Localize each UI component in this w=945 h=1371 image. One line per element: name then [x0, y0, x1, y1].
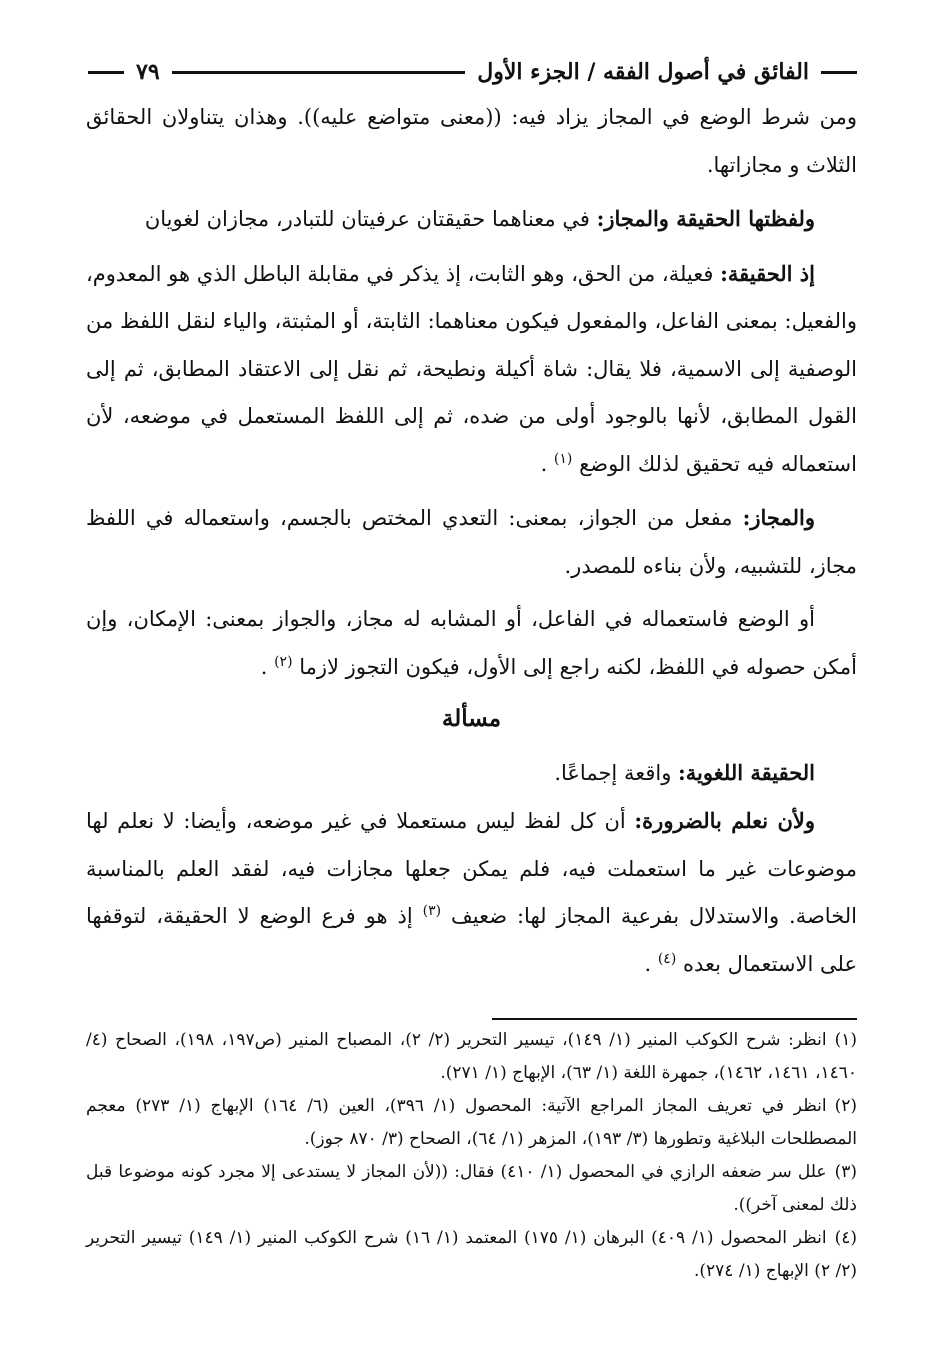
footnote-ref-2[interactable]: (٢) [274, 653, 293, 670]
paragraph-4-text: مفعل من الجواز، بمعنى: التعدي المختص بالجسم، واستعماله في اللفظ مجاز، للتشبيه، ولأن بناءه للمصدر. [86, 506, 857, 578]
footnote-1 [86, 1024, 857, 1090]
term-heading: ولأن نعلم بالضرورة: [634, 808, 815, 833]
footnote-number: (٣) [834, 1162, 857, 1182]
paragraph-7 [86, 797, 857, 988]
footnote-text: انظر: شرح الكوكب المنير (١/ ١٤٩)، تيسير التحرير (٢/ ٢)، المصباح المنير (ص١٩٧، ١٩٨)، الصحاح (٤/ ١٤٦٠، ١٤٦١، ١٤٦٢)، جمهرة اللغة (١/ ٦٣)، الإبهاج (١/ ٢٧١). [86, 1030, 857, 1083]
paragraph-7-text: أن كل لفظ ليس مستعملا في غير موضعه، وأيضا: لا نعلم لها موضوعات غير ما استعملت فيه، فلم يمكن جعلها مجازات فيه، لفقد العلم بالمناسبة الخاصة. والاستدلال بفرعية المجاز لها: ضعيف [86, 809, 857, 928]
paragraph-2-text: في معناهما حقيقتان عرفيتان للتبادر، مجازان لغويان [144, 207, 597, 231]
footnote-separator [492, 1018, 857, 1020]
term-heading: الحقيقة اللغوية: [678, 759, 815, 785]
paragraph-5 [86, 596, 857, 691]
footnote-number: (٤) [834, 1228, 857, 1248]
running-header [88, 52, 857, 92]
footnote-3 [86, 1156, 857, 1222]
footnote-text: انظر في تعريف المجاز المراجع الآتية: المحصول (١/ ٣٩٦)، العين (٦/ ١٦٤) الإبهاج (١/ ٢٧٣) معجم المصطلحات البلاغية وتطورها (٣/ ١٩٣)، المزهر (١/ ٦٤)، الصحاح (٣/ ٨٧٠ جوز). [86, 1096, 857, 1149]
section-title: مسألة [441, 705, 502, 732]
term-heading: ولفظتها الحقيقة والمجاز: [596, 206, 815, 231]
footnote-ref-3[interactable]: (٣) [422, 903, 442, 919]
paragraph-4 [86, 494, 857, 590]
paragraph-6 [86, 749, 857, 798]
paragraph-1-text: ومن شرط الوضع في المجاز يزاد فيه: ((معنى متواضع عليه)). وهذان يتناولان الحقائق الثلاث و مجازاتها. [86, 105, 857, 177]
footnote-text: انظر المحصول (١/ ٤٠٩) البرهان (١/ ١٧٥) المعتمد (١/ ١٦) شرح الكوكب المنير (١/ ١٤٩) تيسير التحرير (٢/ ٢) الإبهاج (١/ ٢٧٤). [86, 1228, 857, 1281]
header-rule [172, 71, 466, 74]
paragraph-3 [86, 250, 857, 489]
footnote-text: علل سر ضعفه الرازي في المحصول (١/ ٤١٠) فقال: ((لأن المجاز لا يستدعى إلا مجرد كونه موضوعا قبل ذلك لمعنى آخر)). [86, 1162, 857, 1215]
footnote-number: (١) [834, 1030, 858, 1050]
header-title: الفائق في أصول الفقه / الجزء الأول [477, 59, 809, 85]
footnotes [86, 1024, 857, 1288]
paragraph-6-text: واقعة إجماعًا. [554, 760, 679, 785]
paragraph-5-end: . [260, 654, 275, 679]
footnote-ref-1[interactable]: (١) [553, 450, 573, 467]
paragraph-3-end: . [540, 451, 554, 476]
paragraph-7-text-2: إذ هو فرع الوضع لا الحقيقة، لتوقفها على الاستعمال بعده [86, 904, 857, 976]
header-dash-right [821, 71, 857, 74]
footnote-ref-4[interactable]: (٤) [657, 950, 677, 967]
paragraph-3-text: فعيلة، من الحق، وهو الثابت، إذ يذكر في مقابلة الباطل الذي هو المعدوم، والفعيل: بمعنى الفاعل، والمفعول فيكون معناهما: الثابتة، أو المثبتة، والياء لنقل اللفظ من الوصفية إلى الاسمية، فلا يقال: شاة أكيلة ونطيحة، ثم نقل إلى الاعتقاد المطابق، ثم إلى القول المطابق، لأنها بالوجود أولى من ضده، ثم إلى اللفظ المستعمل في موضعه، لأن استعماله فيه تحقيق لذلك الوضع [86, 261, 857, 476]
paragraph-5-text: أو الوضع فاستعماله في الفاعل، أو المشابه له مجاز، والجواز بمعنى: الإمكان، وإن أمكن حصوله في اللفظ، لكنه راجع إلى الأول، فيكون التجوز لازما [86, 607, 857, 679]
paragraph-1 [86, 94, 857, 189]
footnote-2 [86, 1090, 857, 1156]
term-heading: والمجاز: [742, 505, 815, 530]
paragraph-2 [86, 195, 857, 244]
paragraph-7-end: . [644, 951, 658, 976]
term-heading: إذ الحقيقة: [720, 260, 815, 286]
footnote-number: (٢) [834, 1096, 858, 1116]
footnote-4 [86, 1222, 857, 1288]
main-text [86, 94, 857, 988]
page-number: ٧٩ [136, 59, 160, 85]
header-dash-left [88, 71, 124, 74]
